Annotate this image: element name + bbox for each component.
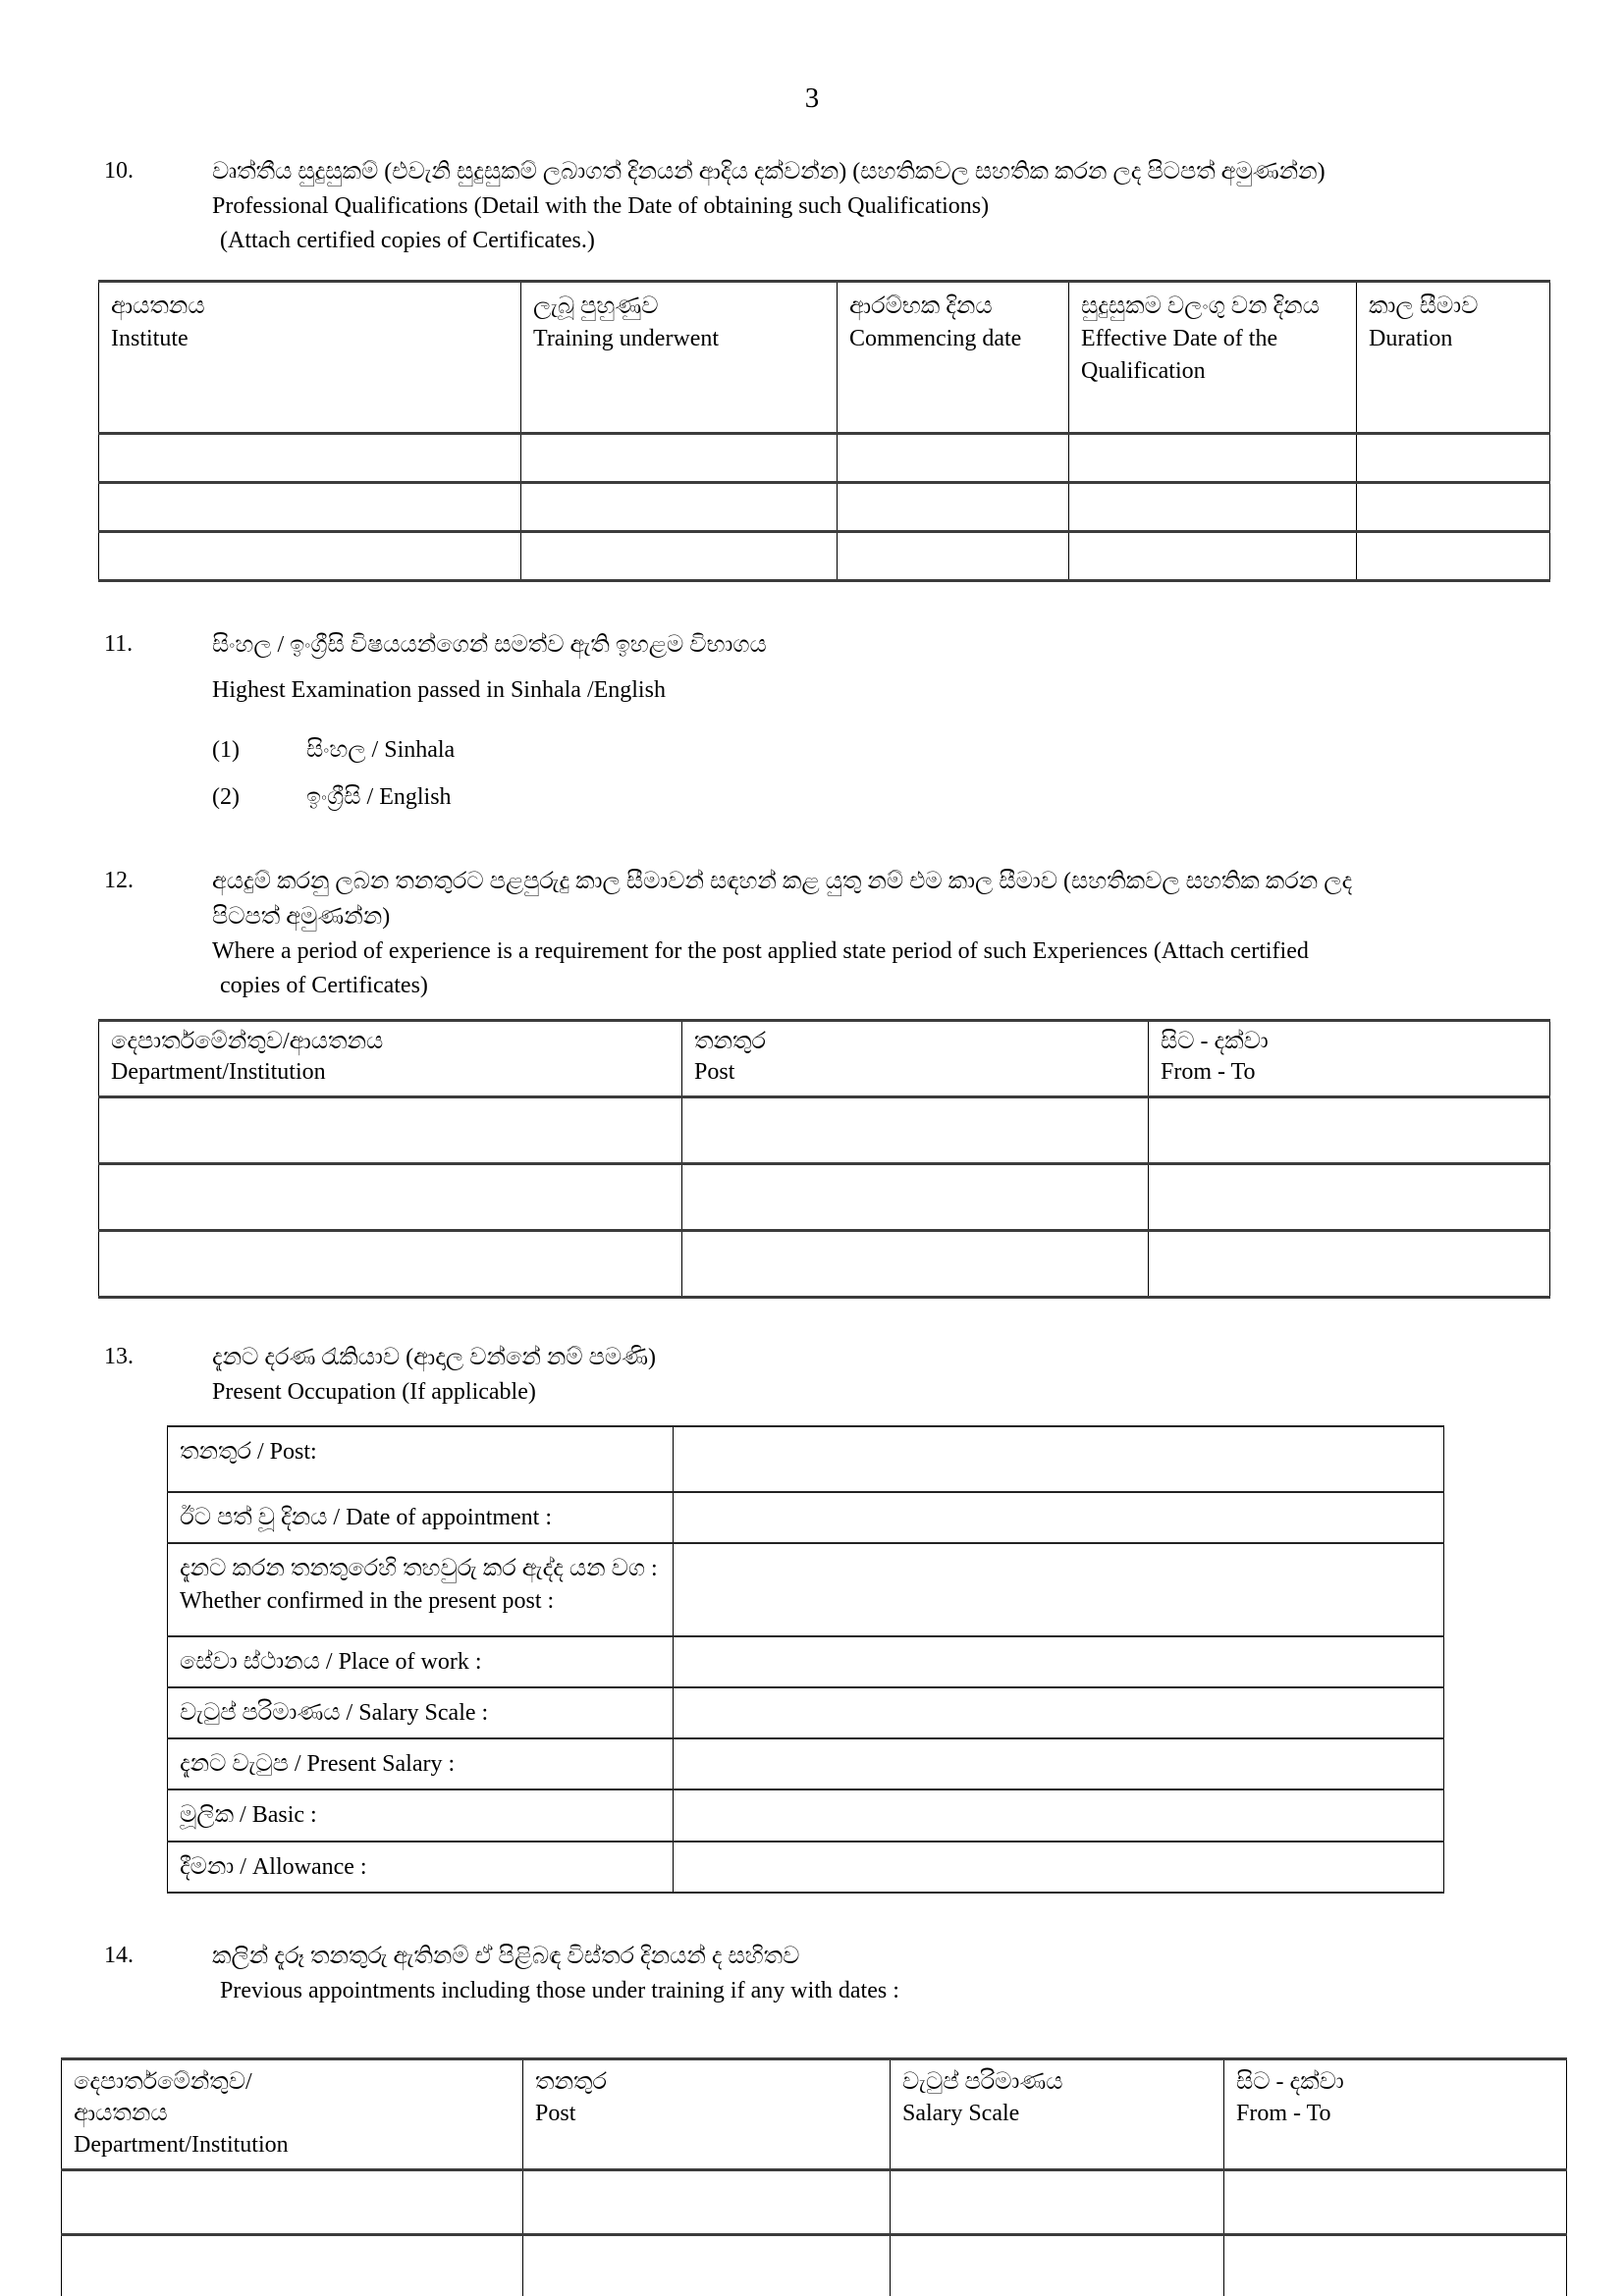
qualifications-col-commencing-date: ආරම්භක දිනය Commencing date [838, 282, 1069, 434]
occupation-value-appointment-date [674, 1492, 1444, 1543]
present-occupation-table [167, 1425, 1444, 1894]
occupation-row-allowance [168, 1842, 1444, 1893]
empty-cell [1357, 532, 1550, 581]
empty-cell [1149, 1164, 1550, 1231]
experience-col-department: දෙපාර්තමේන්තුව/ආයතනය Department/Institution [99, 1021, 682, 1097]
occupation-value-present-salary [674, 1738, 1444, 1789]
occupation-value-confirmed [674, 1543, 1444, 1636]
empty-cell [521, 483, 838, 532]
empty-cell [682, 1097, 1149, 1164]
empty-cell [1069, 532, 1357, 581]
occupation-value-allowance [674, 1842, 1444, 1893]
item-12-title-en-line1: Where a period of experience is a requirement for the post applied state period of such Experiences (Attach certified [212, 938, 1309, 964]
item-12 [104, 864, 1561, 1003]
item-11-title-si: සිංහල / ඉංග්‍රීසි විෂයයන්ගෙන් සමත්ව ඇති ඉහළම විභාගය [212, 632, 767, 658]
empty-cell [1069, 483, 1357, 532]
experience-table [98, 1019, 1550, 1299]
empty-cell [99, 1164, 682, 1231]
previous-col-from-to: සිට - දක්වා From - To [1224, 2059, 1567, 2170]
occupation-value-basic [674, 1789, 1444, 1842]
table-row [99, 532, 1550, 581]
empty-cell [838, 532, 1069, 581]
occupation-row-post [168, 1426, 1444, 1492]
occupation-label-allowance: දීමනා / Allowance : [168, 1842, 674, 1893]
item-12-number: 12. [104, 868, 134, 893]
occupation-label-confirmed: දැනට කරන තනතුරෙහි තහවුරු කර ඇද්ද යන වග : Whether confirmed in the present post : [168, 1543, 674, 1636]
occupation-label-basic: මූලික / Basic : [168, 1789, 674, 1842]
table-row [62, 2235, 1567, 2296]
occupation-label-place-of-work: සේවා ස්ථානය / Place of work : [168, 1636, 674, 1687]
empty-cell [521, 532, 838, 581]
table-row [99, 1231, 1550, 1298]
qualifications-col-training: ලැබූ පුහුණුව Training underwent [521, 282, 838, 434]
item-11-subitems [212, 733, 1561, 815]
qualifications-header-row [99, 282, 1550, 434]
empty-cell [521, 434, 838, 483]
previous-header-row [62, 2059, 1567, 2170]
experience-header-row [99, 1021, 1550, 1097]
occupation-label-appointment-date: ඊට පත් වූ දිනය / Date of appointment : [168, 1492, 674, 1543]
empty-cell [682, 1164, 1149, 1231]
table-row [99, 483, 1550, 532]
occupation-row-present-salary [168, 1738, 1444, 1789]
previous-col-post: තනතුර Post [523, 2059, 891, 2170]
occupation-row-basic [168, 1789, 1444, 1842]
experience-col-from-to: සිට - දක්වා From - To [1149, 1021, 1550, 1097]
item-13-number: 13. [104, 1344, 134, 1369]
occupation-value-place-of-work [674, 1636, 1444, 1687]
previous-appointments-table [61, 2057, 1567, 2296]
occupation-value-post [674, 1426, 1444, 1492]
item-11-sub-2: (2) ඉංග්‍රීසි / English [212, 784, 452, 810]
qualifications-col-duration: කාල සීමාව Duration [1357, 282, 1550, 434]
empty-cell [838, 483, 1069, 532]
empty-cell [99, 434, 521, 483]
empty-cell [838, 434, 1069, 483]
experience-col-post: තනතුර Post [682, 1021, 1149, 1097]
item-13-title-si: දැනට දරණ රැකියාව (ආදාල වන්නේ නම් පමණි) [212, 1345, 657, 1370]
occupation-row-place-of-work [168, 1636, 1444, 1687]
item-14-title-si: කලින් දැරූ තනතුරු ඇතිනම් ඒ පිළිබඳ විස්තර දිනයන් ද සහිතව [212, 1944, 800, 1969]
item-14-title-en: Previous appointments including those under training if any with dates : [220, 1978, 899, 2003]
item-10-number: 10. [104, 158, 134, 184]
item-13 [104, 1340, 1561, 1410]
item-11-number: 11. [104, 631, 134, 657]
occupation-label-present-salary: දැනට වැටුප / Present Salary : [168, 1738, 674, 1789]
item-12-title-si-line1: අයදුම් කරනු ලබන තනතුරට පළපුරුදු කාල සීමාවන් සඳහන් කළ යුතු නම් එම කාල සීමාව (සහතිකවල සහතික කරන ලද [212, 869, 1353, 894]
item-13-title-en: Present Occupation (If applicable) [212, 1379, 536, 1405]
occupation-row-appointment-date [168, 1492, 1444, 1543]
item-12-title-en-line2: copies of Certificates) [220, 973, 428, 998]
qualifications-col-effective-date: සුදුසුකම වලංගු වන දිනය Effective Date of the Qualification [1069, 282, 1357, 434]
item-12-title-si-line2: පිටපත් අමුණන්න) [212, 904, 391, 930]
item-10-title-si: වෘත්තීය සුදුසුකම් (එවැනි සුදුසුකම් ලබාගත් දිනයන් ආදිය දක්වන්න) (සහතිකවල සහතික කරන ලද පිටපත් අමුණන්න) [212, 159, 1326, 185]
item-14-number: 14. [104, 1943, 134, 1968]
occupation-row-salary-scale [168, 1687, 1444, 1738]
occupation-row-confirmed [168, 1543, 1444, 1636]
occupation-label-salary-scale: වැටුප් පරිමාණය / Salary Scale : [168, 1687, 674, 1738]
item-11 [104, 627, 1561, 815]
empty-cell [62, 2170, 523, 2235]
empty-cell [99, 483, 521, 532]
empty-cell [891, 2235, 1224, 2296]
item-10 [104, 154, 1561, 258]
page-number: 3 [804, 82, 820, 114]
item-11-sub-1: (1) සිංහල / Sinhala [212, 737, 456, 763]
empty-cell [1149, 1097, 1550, 1164]
empty-cell [523, 2235, 891, 2296]
qualifications-col-institute: ආයතනය Institute [99, 282, 521, 434]
item-14 [104, 1939, 1561, 2008]
empty-cell [99, 532, 521, 581]
previous-col-department: දෙපාර්තමේන්තුව/ ආයතනය Department/Institution [62, 2059, 523, 2170]
qualifications-table [98, 280, 1550, 582]
empty-cell [523, 2170, 891, 2235]
empty-cell [62, 2235, 523, 2296]
occupation-label-post: තනතුර / Post: [168, 1426, 674, 1492]
table-row [99, 1164, 1550, 1231]
table-row [99, 1097, 1550, 1164]
empty-cell [682, 1231, 1149, 1298]
occupation-value-salary-scale [674, 1687, 1444, 1738]
empty-cell [1069, 434, 1357, 483]
empty-cell [1224, 2170, 1567, 2235]
empty-cell [99, 1231, 682, 1298]
previous-col-salary-scale: වැටුප් පරිමාණය Salary Scale [891, 2059, 1224, 2170]
table-row [99, 434, 1550, 483]
item-11-title-en: Highest Examination passed in Sinhala /English [212, 677, 666, 703]
table-row [62, 2170, 1567, 2235]
empty-cell [891, 2170, 1224, 2235]
empty-cell [1149, 1231, 1550, 1298]
empty-cell [99, 1097, 682, 1164]
empty-cell [1357, 483, 1550, 532]
empty-cell [1357, 434, 1550, 483]
empty-cell [1224, 2235, 1567, 2296]
item-10-title-en: Professional Qualifications (Detail with the Date of obtaining such Qualifications) [212, 193, 990, 219]
item-10-note-en: (Attach certified copies of Certificates.) [220, 228, 595, 253]
